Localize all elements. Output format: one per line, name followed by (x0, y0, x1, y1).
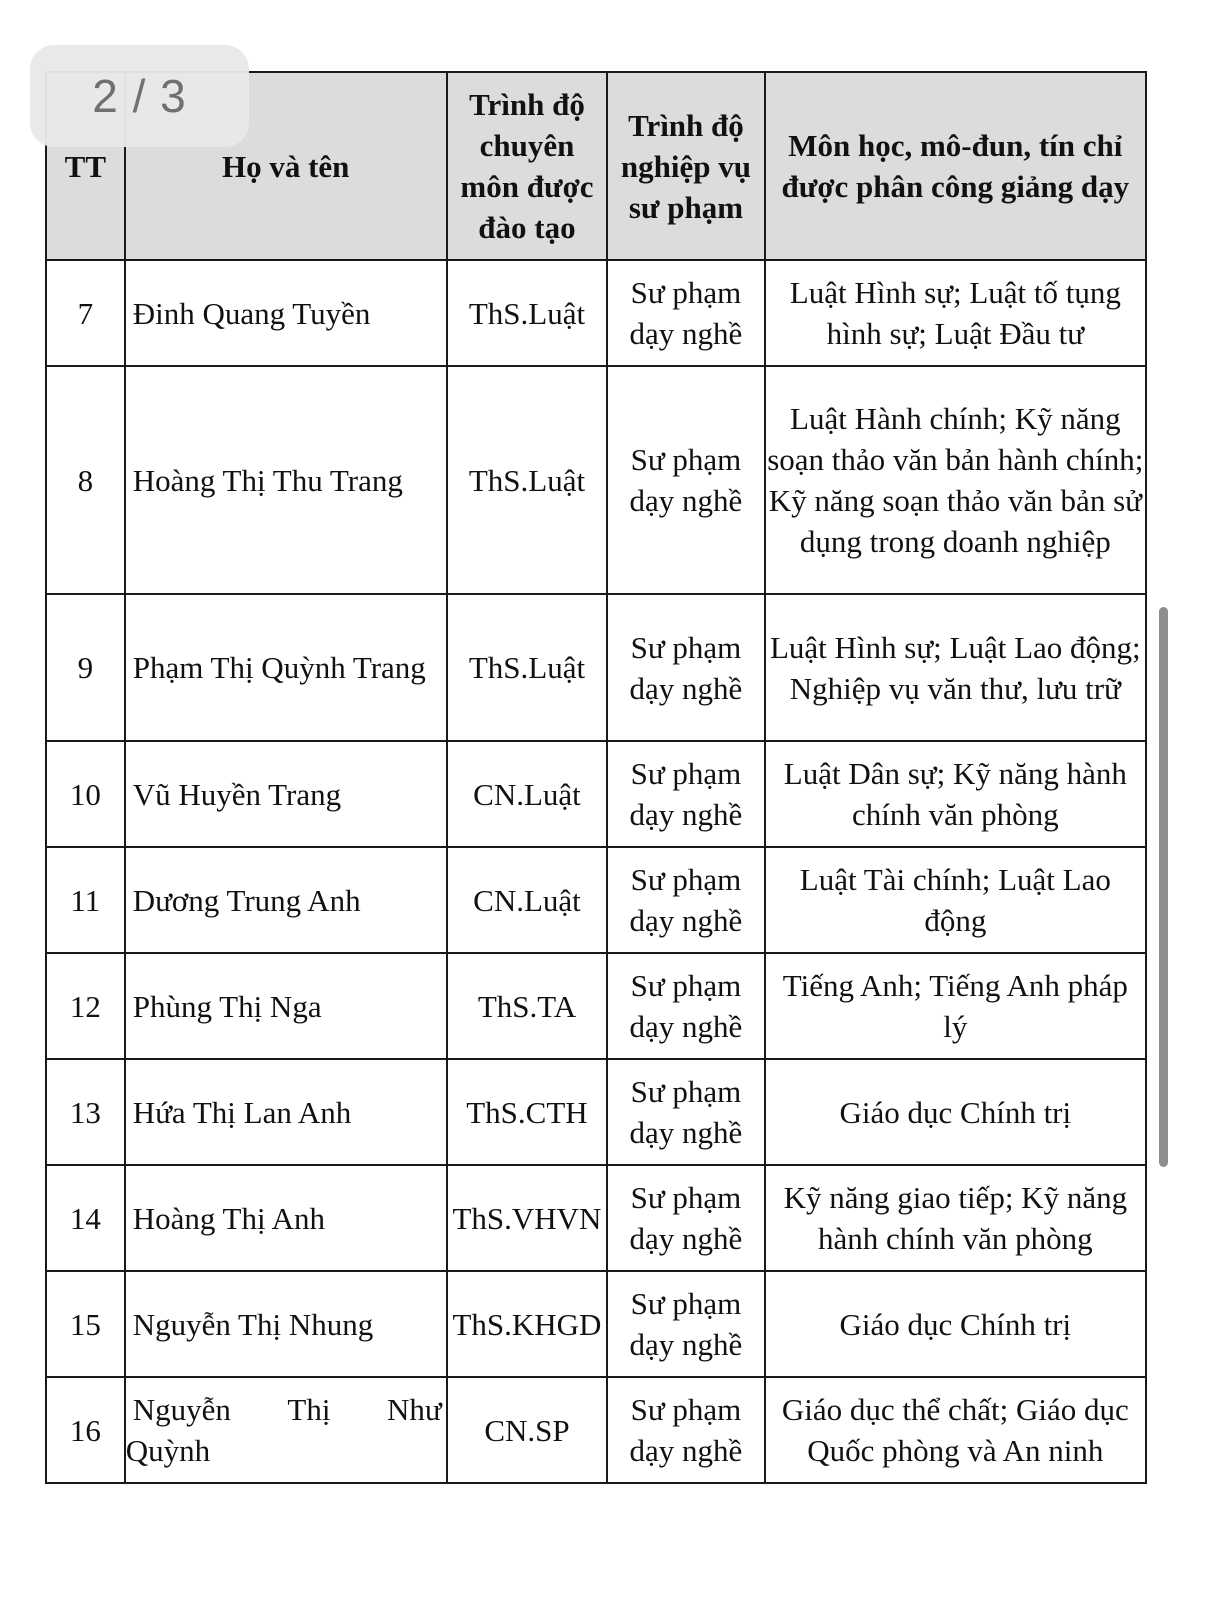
cell-pedagogy: Sư phạm dạy nghề (607, 366, 764, 594)
cell-pedagogy: Sư phạm dạy nghề (607, 847, 764, 953)
cell-name: Hoàng Thị Anh (125, 1165, 447, 1271)
table-row (46, 594, 1146, 741)
table-row (46, 1271, 1146, 1377)
cell-name: Dương Trung Anh (125, 847, 447, 953)
name-word: Nguyễn (132, 1392, 231, 1427)
cell-specialty: ThS.CTH (447, 1059, 608, 1165)
header-pedagogy: Trình độ nghiệp vụ sư phạm (607, 72, 764, 260)
page-indicator: 2 / 3 (30, 45, 249, 147)
header-name: Họ và tên (125, 72, 447, 260)
cell-specialty: CN.Luật (447, 847, 608, 953)
cell-subjects: Giáo dục Chính trị (765, 1271, 1146, 1377)
cell-name: Vũ Huyền Trang (125, 741, 447, 847)
cell-tt: 7 (46, 260, 125, 366)
cell-tt: 14 (46, 1165, 125, 1271)
cell-subjects: Luật Dân sự; Kỹ năng hành chính văn phòng (765, 741, 1146, 847)
cell-pedagogy: Sư phạm dạy nghề (607, 953, 764, 1059)
cell-name: Hứa Thị Lan Anh (125, 1059, 447, 1165)
cell-tt: 9 (46, 594, 125, 741)
cell-specialty: ThS.KHGD (447, 1271, 608, 1377)
cell-specialty: ThS.Luật (447, 260, 608, 366)
cell-specialty: CN.Luật (447, 741, 608, 847)
table-row (46, 366, 1146, 594)
vertical-scrollbar[interactable] (1159, 607, 1168, 1167)
cell-specialty: CN.SP (447, 1377, 608, 1483)
cell-pedagogy: Sư phạm dạy nghề (607, 594, 764, 741)
cell-tt: 16 (46, 1377, 125, 1483)
staff-table (45, 71, 1147, 1484)
table-row (46, 1377, 1146, 1483)
cell-specialty: ThS.Luật (447, 366, 608, 594)
cell-subjects: Kỹ năng giao tiếp; Kỹ năng hành chính văn phòng (765, 1165, 1146, 1271)
cell-name: Hoàng Thị Thu Trang (125, 366, 447, 594)
cell-subjects: Luật Hành chính; Kỹ năng soạn thảo văn bản hành chính; Kỹ năng soạn thảo văn bản sử dụng trong doanh nghiệp (765, 366, 1146, 594)
name-word: Như (387, 1392, 442, 1427)
cell-subjects: Giáo dục thể chất; Giáo dục Quốc phòng và An ninh (765, 1377, 1146, 1483)
cell-pedagogy: Sư phạm dạy nghề (607, 260, 764, 366)
table-row (46, 260, 1146, 366)
cell-tt: 15 (46, 1271, 125, 1377)
staff-table-container (45, 71, 1147, 1484)
table-row (46, 741, 1146, 847)
cell-pedagogy: Sư phạm dạy nghề (607, 741, 764, 847)
cell-name: Phùng Thị Nga (125, 953, 447, 1059)
cell-specialty: ThS.TA (447, 953, 608, 1059)
cell-tt: 11 (46, 847, 125, 953)
cell-subjects: Luật Hình sự; Luật tố tụng hình sự; Luật Đầu tư (765, 260, 1146, 366)
cell-pedagogy: Sư phạm dạy nghề (607, 1271, 764, 1377)
name-line-1 (126, 1389, 442, 1430)
cell-subjects: Luật Tài chính; Luật Lao động (765, 847, 1146, 953)
table-row (46, 1165, 1146, 1271)
cell-name: Nguyễn Thị Nhung (125, 1271, 447, 1377)
table-row (46, 953, 1146, 1059)
name-word: Thị (287, 1392, 331, 1427)
cell-tt: 13 (46, 1059, 125, 1165)
cell-name: Phạm Thị Quỳnh Trang (125, 594, 447, 741)
cell-subjects: Giáo dục Chính trị (765, 1059, 1146, 1165)
table-row (46, 847, 1146, 953)
cell-pedagogy: Sư phạm dạy nghề (607, 1059, 764, 1165)
header-specialty: Trình độ chuyên môn được đào tạo (447, 72, 608, 260)
cell-specialty: ThS.VHVN (447, 1165, 608, 1271)
cell-subjects: Tiếng Anh; Tiếng Anh pháp lý (765, 953, 1146, 1059)
cell-tt: 8 (46, 366, 125, 594)
cell-pedagogy: Sư phạm dạy nghề (607, 1377, 764, 1483)
cell-tt: 12 (46, 953, 125, 1059)
cell-name: Đinh Quang Tuyền (125, 260, 447, 366)
cell-tt: 10 (46, 741, 125, 847)
header-tt: TT (46, 72, 125, 260)
header-subjects: Môn học, mô-đun, tín chỉ được phân công giảng dạy (765, 72, 1146, 260)
cell-name (125, 1377, 447, 1483)
name-line-2: Quỳnh (125, 1433, 211, 1468)
cell-pedagogy: Sư phạm dạy nghề (607, 1165, 764, 1271)
table-row (46, 1059, 1146, 1165)
cell-subjects: Luật Hình sự; Luật Lao động; Nghiệp vụ văn thư, lưu trữ (765, 594, 1146, 741)
cell-specialty: ThS.Luật (447, 594, 608, 741)
